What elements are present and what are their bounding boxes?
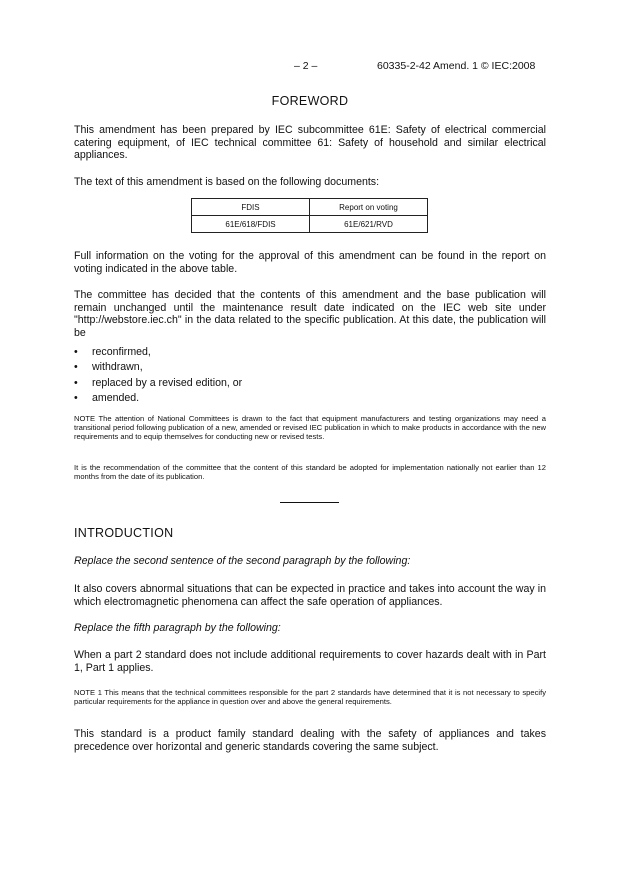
introduction-instruction-2: Replace the fifth paragraph by the following: (74, 622, 281, 634)
page-number: – 2 – (294, 60, 318, 72)
introduction-paragraph-2: When a part 2 standard does not include additional requirements to cover hazards dealt with in Part 1, Part 1 applies. (74, 649, 546, 674)
table-header-report: Report on voting (310, 199, 428, 216)
list-item-text: replaced by a revised edition, or (92, 376, 243, 389)
list-item (74, 375, 546, 391)
introduction-instruction-1: Replace the second sentence of the second paragraph by the following: (74, 555, 411, 567)
list-item (74, 360, 546, 376)
table-cell-report: 61E/621/RVD (310, 216, 428, 233)
foreword-note: NOTE The attention of National Committees is drawn to the fact that equipment manufacturers and testing organizations may need a transitional period following publication of a new, amended or revised IEC publication in which to make products in accordance with the new requirements and to equip themselves for conducting new or revised tests. (74, 414, 546, 442)
table-header-fdis: FDIS (192, 199, 310, 216)
foreword-paragraph-1: This amendment has been prepared by IEC subcommittee 61E: Safety of electrical commercial catering equipment, of IEC technical committee 61: Safety of household and similar electrical appliances. (74, 124, 546, 161)
bullet-icon: • (74, 392, 78, 405)
introduction-heading: INTRODUCTION (74, 526, 174, 540)
foreword-heading: FOREWORD (271, 94, 349, 108)
document-reference: 60335-2-42 Amend. 1 © IEC:2008 (377, 60, 536, 72)
section-divider (280, 502, 339, 503)
table-header-row (192, 199, 428, 216)
bullet-icon: • (74, 361, 78, 374)
foreword-paragraph-3: Full information on the voting for the approval of this amendment can be found in the report on voting indicated in the above table. (74, 250, 546, 275)
foreword-recommendation: It is the recommendation of the committee that the content of this standard be adopted for implementation nationally not earlier than 12 months from the date of its publication. (74, 463, 546, 482)
foreword-paragraph-4: The committee has decided that the contents of this amendment and the base publication will remain unchanged until the maintenance result date indicated on the IEC web site under "http://webstore.iec.ch" in the data related to the specific publication. At this date, the publication will be (74, 289, 546, 339)
list-item-text: amended. (92, 392, 140, 405)
introduction-paragraph-1: It also covers abnormal situations that can be expected in practice and takes into account the way in which electromagnetic phenomena can affect the safe operation of appliances. (74, 583, 546, 608)
table-row (192, 216, 428, 233)
publication-options-list (74, 344, 546, 406)
bullet-icon: • (74, 345, 78, 358)
list-item-text: reconfirmed, (92, 345, 151, 358)
list-item-text: withdrawn, (92, 361, 143, 374)
foreword-paragraph-2: The text of this amendment is based on the following documents: (74, 176, 380, 188)
bullet-icon: • (74, 376, 78, 389)
list-item (74, 344, 546, 360)
introduction-paragraph-3: This standard is a product family standard dealing with the safety of appliances and takes precedence over horizontal and generic standards covering the same subject. (74, 728, 546, 753)
table-cell-fdis: 61E/618/FDIS (192, 216, 310, 233)
documents-table (191, 198, 428, 233)
list-item (74, 391, 546, 407)
introduction-note-1: NOTE 1 This means that the technical committees responsible for the part 2 standards have determined that it is not necessary to specify particular requirements for the appliance in question over and above the general requirements. (74, 688, 546, 707)
